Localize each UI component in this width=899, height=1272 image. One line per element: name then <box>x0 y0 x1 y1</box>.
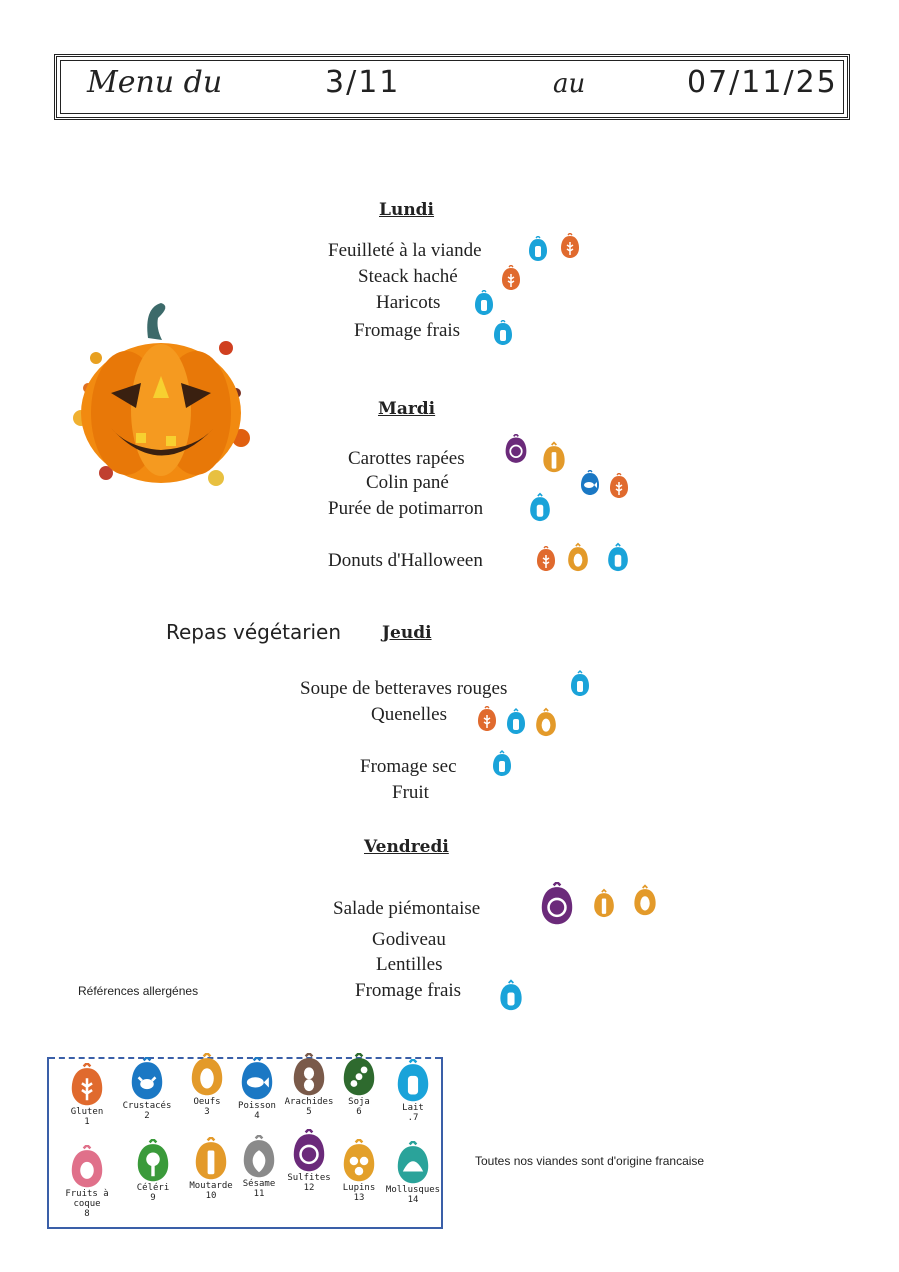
peanut-icon <box>289 1053 329 1097</box>
milk-icon <box>528 492 552 524</box>
date-from: 3/11 <box>325 65 401 100</box>
dish-vendredi-3: Lentilles <box>376 954 443 975</box>
legend-item-sesame <box>231 1135 287 1199</box>
legend-item-poisson <box>229 1057 285 1121</box>
legend-number: 2 <box>144 1111 150 1121</box>
dish-vendredi-2: Godiveau <box>372 929 446 950</box>
dish-mardi-4: Donuts d'Halloween <box>328 550 483 571</box>
legend-number: .7 <box>407 1113 419 1123</box>
legend-item-gluten <box>59 1063 115 1127</box>
milk-icon <box>473 290 495 316</box>
wheat-icon <box>608 473 630 499</box>
legend-number: 5 <box>306 1107 312 1117</box>
milk-icon <box>569 668 591 700</box>
day-heading-mardi: Mardi <box>378 399 436 419</box>
legend-label: Céléri <box>136 1183 170 1193</box>
fish-icon <box>237 1057 277 1101</box>
dish-mardi-2: Colin pané <box>366 472 449 493</box>
pumpkin-illustration <box>66 298 256 498</box>
legend-number: 12 <box>303 1183 315 1193</box>
nut-icon <box>67 1145 107 1189</box>
milk-icon <box>505 706 527 738</box>
legend-item-crustaces <box>119 1057 175 1121</box>
wheat-icon <box>67 1063 107 1107</box>
legend-label: Sulfites <box>287 1173 331 1183</box>
legend-label: Gluten <box>70 1107 104 1117</box>
legend-number: 4 <box>254 1111 260 1121</box>
sesame-icon <box>239 1135 279 1179</box>
dish-lundi-1: Feuilleté à la viande <box>328 240 482 261</box>
day-heading-vendredi: Vendredi <box>364 837 449 857</box>
legend-item-lait <box>385 1059 441 1123</box>
mustard-icon <box>191 1137 231 1181</box>
legend-item-oeufs <box>179 1053 235 1117</box>
legend-label: Oeufs <box>193 1097 221 1107</box>
celery-icon <box>133 1139 173 1183</box>
legend-number: 10 <box>205 1191 217 1201</box>
legend-label: Sésame <box>242 1179 276 1189</box>
legend-number: 1 <box>84 1117 90 1127</box>
legend-item-arachides <box>281 1053 337 1117</box>
dish-mardi-1: Carottes rapées <box>348 448 465 469</box>
day-heading-lundi: Lundi <box>379 200 435 220</box>
legend-label: Arachides <box>284 1097 334 1107</box>
mustard-icon <box>592 888 616 920</box>
dish-jeudi-3: Fromage sec <box>360 756 457 777</box>
shell-icon <box>393 1141 433 1185</box>
egg-icon <box>632 884 658 918</box>
milk-icon <box>498 975 524 1017</box>
wheat-icon <box>559 233 581 259</box>
sulfite-icon <box>538 882 576 926</box>
legend-label: Soja <box>348 1097 370 1107</box>
wheat-icon <box>500 265 522 291</box>
milk-icon <box>527 236 549 262</box>
legend-label: Poisson <box>238 1101 276 1111</box>
header-box <box>54 54 850 120</box>
legend-item-fruits-a-coque <box>59 1145 115 1219</box>
milk-icon <box>491 748 513 780</box>
egg-icon <box>566 542 590 574</box>
legend-item-soja <box>331 1053 387 1117</box>
legend-number: 14 <box>407 1195 419 1205</box>
wheat-icon <box>535 546 557 572</box>
sulfite-icon <box>289 1129 329 1173</box>
dish-lundi-4: Fromage frais <box>354 320 461 341</box>
legend-number: 8 <box>84 1209 90 1219</box>
menu-title: Menu du <box>87 65 223 100</box>
sulfite-icon <box>502 434 530 464</box>
legend-number: 6 <box>356 1107 362 1117</box>
crab-icon <box>127 1057 167 1101</box>
dish-lundi-2: Steack haché <box>358 266 458 287</box>
origin-note: Toutes nos viandes sont d'origine francaise <box>475 1154 705 1168</box>
allergen-references-title: Références allergénes <box>78 984 199 998</box>
egg-icon <box>534 706 558 740</box>
allergen-legend <box>47 1057 443 1229</box>
legend-item-mollusques <box>385 1141 441 1205</box>
dish-jeudi-2: Quenelles <box>371 704 447 725</box>
lupin-icon <box>339 1139 379 1183</box>
milk-icon <box>492 320 514 346</box>
milk-icon <box>393 1059 433 1103</box>
dish-vendredi-4: Fromage frais <box>355 980 462 1001</box>
legend-label: Lupins <box>342 1183 376 1193</box>
dish-jeudi-1: Soupe de betteraves rouges <box>300 678 508 699</box>
wheat-icon <box>476 706 498 732</box>
legend-number: 11 <box>253 1189 265 1199</box>
legend-item-celeri <box>125 1139 181 1203</box>
day-heading-jeudi: Jeudi <box>382 623 432 643</box>
legend-label: Moutarde <box>189 1181 233 1191</box>
dish-jeudi-4: Fruit <box>392 782 429 803</box>
legend-item-sulfites <box>281 1129 337 1193</box>
egg-icon <box>187 1053 227 1097</box>
legend-label: Crustacés <box>122 1101 172 1111</box>
legend-label: Lait <box>402 1103 424 1113</box>
legend-item-lupins <box>331 1139 387 1203</box>
date-to: 07/11/25 <box>687 65 838 100</box>
legend-label: Mollusques <box>385 1185 441 1195</box>
vegetarian-label: Repas végétarien <box>166 620 342 644</box>
fish-icon <box>579 470 601 496</box>
date-au: au <box>553 69 586 99</box>
dish-vendredi-1: Salade piémontaise <box>333 898 481 919</box>
legend-number: 13 <box>353 1193 365 1203</box>
legend-number: 3 <box>204 1107 210 1117</box>
legend-number: 9 <box>150 1193 156 1203</box>
mustard-icon <box>541 440 567 476</box>
dish-lundi-3: Haricots <box>376 292 441 313</box>
dish-mardi-3: Purée de potimarron <box>328 498 484 519</box>
legend-label: Fruits à coque <box>65 1189 109 1209</box>
milk-icon <box>606 542 630 574</box>
soy-icon <box>339 1053 379 1097</box>
